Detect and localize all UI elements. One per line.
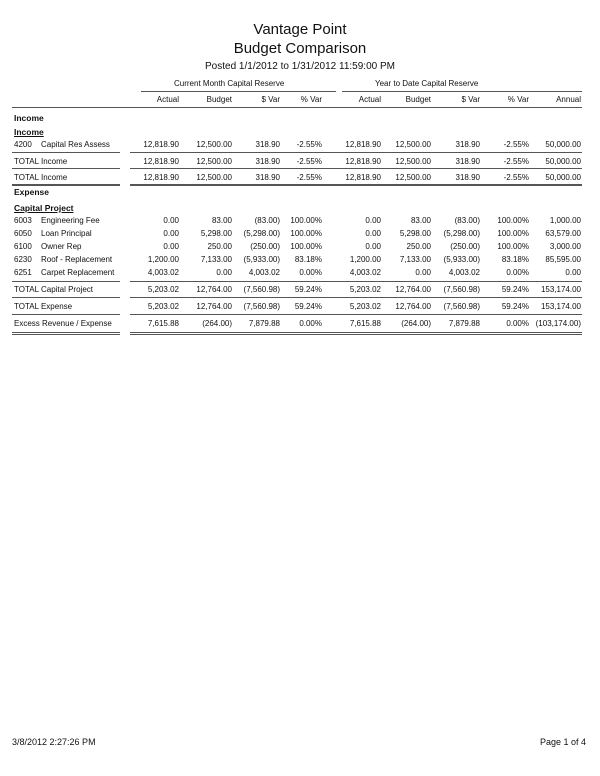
table-cell: (5,298.00) (443, 229, 480, 238)
table-cell: 318.90 (255, 173, 280, 182)
table-cell: 12,500.00 (196, 173, 232, 182)
table-cell: 12,500.00 (395, 157, 431, 166)
table-cell: 59.24% (501, 302, 529, 311)
account-name: Owner Rep (41, 242, 82, 251)
total-rule (12, 152, 120, 153)
table-cell: 0.00% (299, 319, 322, 328)
section-income: Income (14, 113, 44, 123)
column-header: Actual (358, 95, 381, 104)
total-rule (12, 297, 120, 298)
table-cell: 100.00% (290, 242, 322, 251)
table-cell: 318.90 (255, 157, 280, 166)
table-cell: 0.00 (216, 268, 232, 277)
table-cell: 318.90 (255, 140, 280, 149)
table-cell: 12,764.00 (395, 302, 431, 311)
table-cell: -2.55% (503, 157, 529, 166)
table-cell: 59.24% (294, 285, 322, 294)
table-cell: -2.55% (296, 140, 322, 149)
column-header: Budget (206, 95, 232, 104)
total-label: TOTAL Income (14, 173, 68, 182)
total-rule (130, 168, 582, 169)
total-rule (130, 185, 582, 186)
table-cell: 318.90 (455, 173, 480, 182)
account-name: Roof - Replacement (41, 255, 113, 264)
table-cell: -2.55% (503, 140, 529, 149)
table-cell: 100.00% (290, 216, 322, 225)
table-cell: 12,500.00 (196, 140, 232, 149)
table-cell: 7,615.88 (147, 319, 179, 328)
table-cell: 7,879.88 (248, 319, 280, 328)
table-cell: 50,000.00 (545, 140, 581, 149)
column-header: Actual (156, 95, 179, 104)
table-cell: 59.24% (294, 302, 322, 311)
table-cell: 63,579.00 (545, 229, 581, 238)
print-timestamp: 3/8/2012 2:27:26 PM (12, 737, 96, 747)
table-cell: 100.00% (497, 216, 529, 225)
table-cell: -2.55% (296, 157, 322, 166)
section-expense: Expense (14, 187, 49, 197)
group-header-current: Current Month Capital Reserve (174, 79, 285, 88)
page-number: Page 1 of 4 (539, 737, 586, 747)
column-header: % Var (300, 95, 322, 104)
table-cell: -2.55% (296, 173, 322, 182)
table-cell: 59.24% (501, 285, 529, 294)
table-cell: 5,203.02 (349, 302, 381, 311)
table-cell: (83.00) (254, 216, 280, 225)
table-cell: 0.00 (415, 268, 431, 277)
table-cell: 1,200.00 (349, 255, 381, 264)
table-cell: (264.00) (401, 319, 431, 328)
table-cell: 0.00 (565, 268, 581, 277)
table-cell: 4,003.02 (147, 268, 179, 277)
table-cell: 5,298.00 (399, 229, 431, 238)
table-cell: 7,879.88 (448, 319, 480, 328)
account-code: 6230 (14, 255, 32, 264)
table-cell: 7,133.00 (200, 255, 232, 264)
total-rule (12, 185, 120, 186)
table-cell: 1,200.00 (147, 255, 179, 264)
table-cell: 153,174.00 (540, 302, 581, 311)
total-label: TOTAL Capital Project (14, 285, 93, 294)
table-cell: 12,500.00 (395, 173, 431, 182)
table-cell: (7,560.98) (443, 302, 480, 311)
table-cell: (250.00) (250, 242, 280, 251)
total-rule (12, 168, 120, 169)
subsection-income: Income (14, 127, 44, 137)
group-rule-ytd (342, 91, 582, 92)
table-cell: 318.90 (455, 157, 480, 166)
table-cell: (5,298.00) (243, 229, 280, 238)
table-cell: 12,764.00 (196, 285, 232, 294)
table-cell: 1,000.00 (549, 216, 581, 225)
account-name: Carpet Replacement (41, 268, 115, 277)
table-cell: 250.00 (207, 242, 232, 251)
header-rule (12, 107, 582, 108)
table-cell: -2.55% (503, 173, 529, 182)
table-cell: 5,298.00 (200, 229, 232, 238)
table-cell: 83.18% (501, 255, 529, 264)
total-label: TOTAL Income (14, 157, 68, 166)
table-cell: 85,595.00 (545, 255, 581, 264)
table-cell: 100.00% (497, 229, 529, 238)
table-cell: 4,003.02 (349, 268, 381, 277)
table-cell: 7,133.00 (399, 255, 431, 264)
account-name: Engineering Fee (41, 216, 100, 225)
account-code: 6050 (14, 229, 32, 238)
table-cell: 12,818.90 (143, 173, 179, 182)
total-rule (12, 281, 120, 282)
table-cell: 4,003.02 (448, 268, 480, 277)
column-header: Budget (405, 95, 431, 104)
table-cell: 83.00 (410, 216, 431, 225)
table-cell: (264.00) (202, 319, 232, 328)
table-cell: 100.00% (290, 229, 322, 238)
account-code: 6003 (14, 216, 32, 225)
table-cell: 12,764.00 (196, 302, 232, 311)
table-cell: 0.00 (163, 216, 179, 225)
table-cell: 12,818.90 (143, 140, 179, 149)
table-cell: 4,003.02 (248, 268, 280, 277)
table-cell: (5,933.00) (443, 255, 480, 264)
total-rule (130, 281, 582, 282)
account-code: 6251 (14, 268, 32, 277)
table-cell: 5,203.02 (147, 302, 179, 311)
total-rule (130, 297, 582, 298)
table-cell: 83.18% (294, 255, 322, 264)
account-code: 4200 (14, 140, 32, 149)
account-name: Loan Principal (41, 229, 92, 238)
account-name: Capital Res Assess (41, 140, 110, 149)
group-rule-current (141, 91, 336, 92)
table-cell: 3,000.00 (549, 242, 581, 251)
total-rule (130, 332, 582, 333)
column-header: $ Var (461, 95, 480, 104)
table-cell: 318.90 (455, 140, 480, 149)
company-name: Vantage Point (253, 21, 347, 38)
column-header: Annual (556, 95, 581, 104)
column-header: % Var (507, 95, 529, 104)
table-cell: (5,933.00) (243, 255, 280, 264)
table-cell: 153,174.00 (540, 285, 581, 294)
table-cell: 0.00% (506, 268, 529, 277)
column-header: $ Var (261, 95, 280, 104)
table-cell: 5,203.02 (147, 285, 179, 294)
total-rule (12, 314, 120, 315)
table-cell: (103,174.00) (535, 319, 581, 328)
subsection-capital-project: Capital Project (14, 203, 74, 213)
table-cell: 5,203.02 (349, 285, 381, 294)
table-cell: 0.00 (365, 216, 381, 225)
table-cell: 12,500.00 (196, 157, 232, 166)
table-cell: (7,560.98) (243, 302, 280, 311)
table-cell: 100.00% (497, 242, 529, 251)
table-cell: 50,000.00 (545, 173, 581, 182)
table-cell: 50,000.00 (545, 157, 581, 166)
table-cell: (83.00) (454, 216, 480, 225)
total-rule (12, 334, 120, 335)
group-header-ytd: Year to Date Capital Reserve (375, 79, 479, 88)
total-rule (12, 332, 120, 333)
posted-range: Posted 1/1/2012 to 1/31/2012 11:59:00 PM (205, 61, 395, 72)
table-cell: 0.00 (365, 229, 381, 238)
total-rule (130, 334, 582, 335)
table-cell: 12,818.90 (143, 157, 179, 166)
table-cell: 12,500.00 (395, 140, 431, 149)
table-cell: 0.00 (163, 242, 179, 251)
table-cell: 7,615.88 (349, 319, 381, 328)
table-cell: 0.00% (506, 319, 529, 328)
table-cell: 0.00% (299, 268, 322, 277)
table-cell: (7,560.98) (443, 285, 480, 294)
table-cell: 0.00 (365, 242, 381, 251)
table-cell: 250.00 (406, 242, 431, 251)
table-cell: 12,764.00 (395, 285, 431, 294)
table-cell: (7,560.98) (243, 285, 280, 294)
table-cell: 12,818.90 (345, 173, 381, 182)
table-cell: 12,818.90 (345, 140, 381, 149)
table-cell: 12,818.90 (345, 157, 381, 166)
total-rule (130, 152, 582, 153)
report-title: Budget Comparison (233, 40, 367, 57)
account-code: 6100 (14, 242, 32, 251)
total-label: Excess Revenue / Expense (14, 319, 112, 328)
table-cell: 83.00 (211, 216, 232, 225)
total-rule (130, 314, 582, 315)
total-label: TOTAL Expense (14, 302, 73, 311)
table-cell: (250.00) (450, 242, 480, 251)
table-cell: 0.00 (163, 229, 179, 238)
